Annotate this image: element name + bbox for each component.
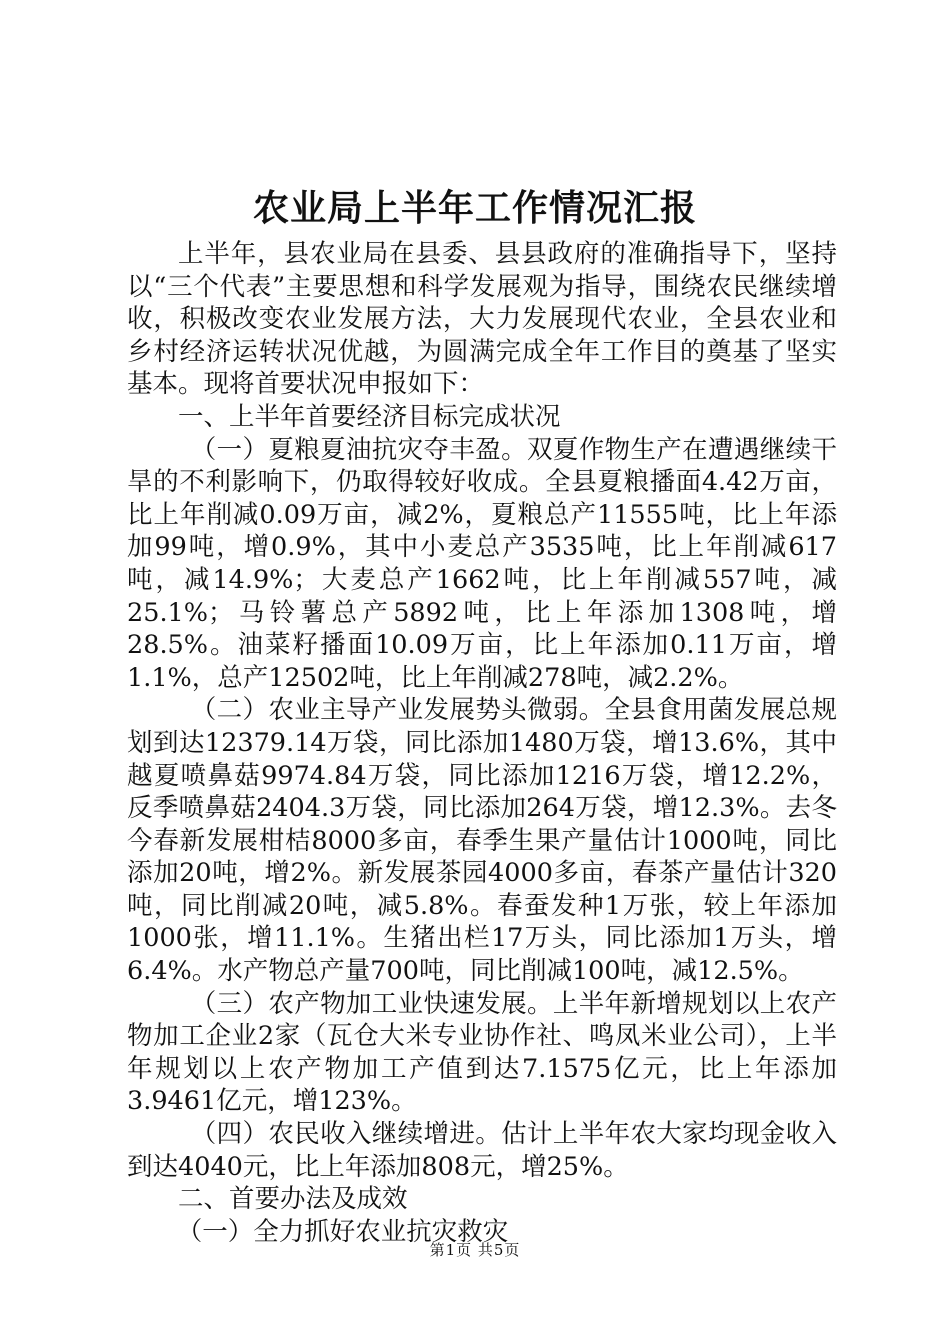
section-heading-1: 一、上半年首要经济目标完成状况 xyxy=(178,401,561,432)
document-body xyxy=(127,238,837,1248)
section-heading-2: 二、首要办法及成效 xyxy=(178,1184,408,1215)
paragraph-income: （四）农民收入继续增进。估计上半年农大家均现金收入到达4040元，比上年添加808元，增25%。 xyxy=(127,1119,837,1182)
paragraph-intro: 上半年，县农业局在县委、县县政府的准确指导下，坚持以“三个代表”主要思想和科学发展观为指导，围绕农民继续增收，积极改变农业发展方法，大力发展现代农业，全县农业和乡村经济运转状况优越，为圆满完成全年工作目的奠基了坚实基本。现将首要状况申报如下： xyxy=(127,239,837,400)
page-footer: 第1页 共5页 xyxy=(429,1241,521,1259)
document-title: 农业局上半年工作情况汇报 xyxy=(252,187,697,229)
paragraph-summer-grain: （一）夏粮夏油抗灾夺丰盈。双夏作物生产在遭遇继续干旱的不利影响下，仍取得较好收成。全县夏粮播面4.42万亩，比上年削减0.09万亩，减2%，夏粮总产11555吨，比上年添加99吨，增0.9%，其中小麦总产3535吨，比上年削减617吨，减14.9%；大麦总产1662吨，比上年削减557吨，减25.1%；马铃薯总产5892吨，比上年添加1308吨，增28.5%。油菜籽播面10.09万亩，比上年添加0.11万亩，增1.1%，总产12502吨，比上年削减278吨，减2.2%。 xyxy=(127,434,837,693)
paragraph-processing: （三）农产物加工业快速发展。上半年新增规划以上农产物加工企业2家（瓦仓大米专业协作社、鸣凤米业公司），上半年规划以上农产物加工产值到达7.1575亿元，比上年添加3.9461亿元，增123%。 xyxy=(127,988,837,1117)
subsection-heading-1: （一）全力抓好农业抗灾救灾 xyxy=(176,1216,509,1247)
paragraph-leading-industry: （二）农业主导产业发展势头微弱。全县食用菌发展总规划到达12379.14万袋，同比添加1480万袋，增13.6%，其中越夏喷鼻菇9974.84万袋，同比添加1216万袋，增12.2%，反季喷鼻菇2404.3万袋，同比添加264万袋，增12.3%。去冬今春新发展柑桔8000多亩，春季生果产量估计1000吨，同比添加20吨，增2%。新发展茶园4000多亩，春茶产量估计320吨，同比削减20吨，减5.8%。春蚕发种1万张，较上年添加1000张，增11.1%。生猪出栏17万头，同比添加1万头，增6.4%。水产物总产量700吨，同比削减100吨，减12.5%。 xyxy=(127,695,837,987)
